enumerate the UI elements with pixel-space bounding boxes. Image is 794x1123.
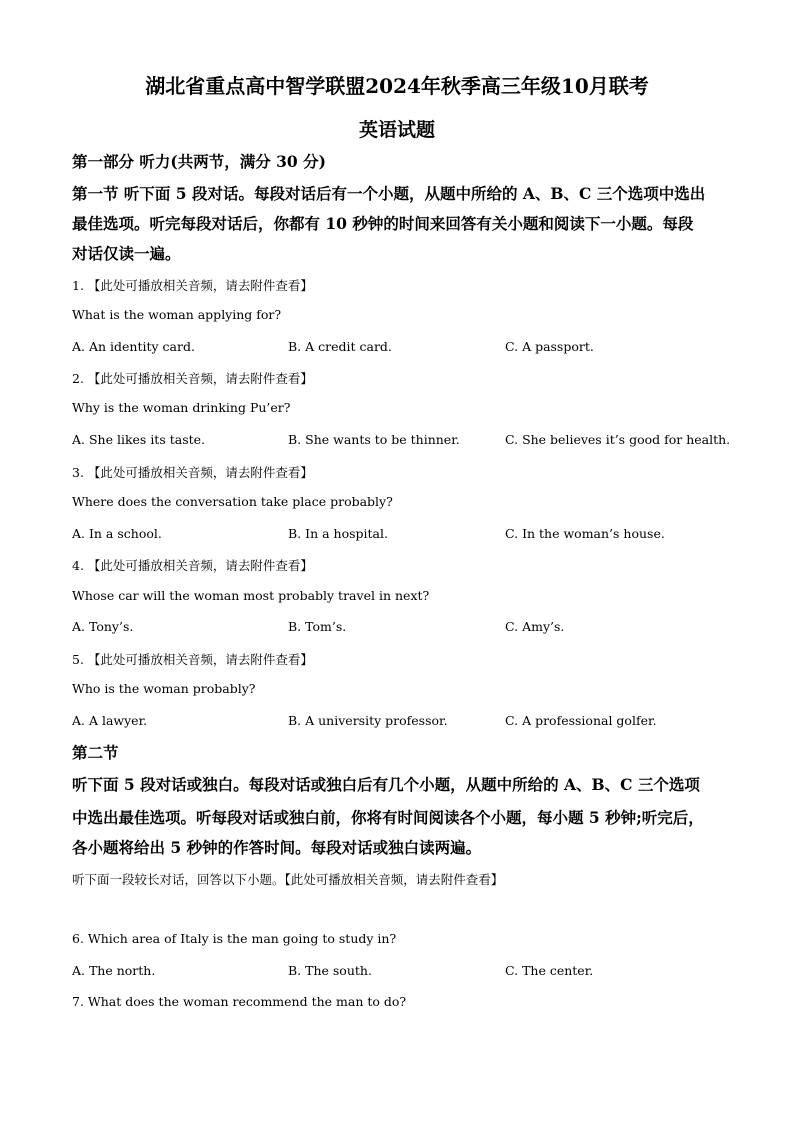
q5-option-c: C. A professional golfer. bbox=[505, 713, 657, 728]
q3-option-a: A. In a school. bbox=[72, 526, 162, 541]
exam-title: 湖北省重点高中智学联盟2024年秋季高三年级10月联考 bbox=[145, 74, 649, 98]
q4-option-b: B. Tom’s. bbox=[288, 619, 347, 634]
exam-subject: 英语试题 bbox=[358, 119, 435, 141]
q1-option-c: C. A passport. bbox=[505, 339, 594, 354]
q1-option-b: B. A credit card. bbox=[288, 339, 392, 354]
section2-instruction-line-1: 听下面 5 段对话或独白。每段对话或独白后有几个小题，从题中所给的 A、B、C 三个选项 bbox=[72, 775, 700, 794]
q2-option-c: C. She believes it’s good for health. bbox=[505, 432, 731, 447]
q2-question: Why is the woman drinking Pu’er? bbox=[72, 400, 291, 415]
q5-option-b: B. A university professor. bbox=[288, 713, 448, 728]
q2-audio: 2. 【此处可播放相关音频，请去附件查看】 bbox=[72, 371, 313, 386]
section2-audio-line: 听下面一段较长对话，回答以下小题。【此处可播放相关音频，请去附件查看】 bbox=[72, 872, 504, 887]
q4-audio: 4. 【此处可播放相关音频，请去附件查看】 bbox=[72, 558, 313, 573]
q7-question: 7. What does the woman recommend the man to do? bbox=[72, 994, 407, 1009]
q1-option-a: A. An identity card. bbox=[72, 339, 195, 354]
section2-instruction-line-3: 各小题将给出 5 秒钟的作答时间。每段对话或独白读两遍。 bbox=[72, 838, 482, 857]
section2-instruction-line-2: 中选出最佳选项。听每段对话或独白前，你将有时间阅读各个小题，每小题 5 秒钟;听完后， bbox=[72, 808, 704, 827]
q1-audio: 1. 【此处可播放相关音频，请去附件查看】 bbox=[72, 278, 313, 293]
section1-instruction-line-3: 对话仅读一遍。 bbox=[72, 244, 181, 263]
q2-option-b: B. She wants to be thinner. bbox=[288, 432, 460, 447]
section2-heading: 第二节 bbox=[72, 743, 119, 762]
q3-audio: 3. 【此处可播放相关音频，请去附件查看】 bbox=[72, 465, 313, 480]
q4-question: Whose car will the woman most probably travel in next? bbox=[72, 588, 430, 603]
q2-option-a: A. She likes its taste. bbox=[72, 432, 206, 447]
q3-question: Where does the conversation take place probably? bbox=[72, 494, 393, 509]
q4-option-a: A. Tony’s. bbox=[72, 619, 134, 634]
q5-audio: 5. 【此处可播放相关音频，请去附件查看】 bbox=[72, 652, 313, 667]
q3-option-b: B. In a hospital. bbox=[288, 526, 388, 541]
q3-option-c: C. In the woman’s house. bbox=[505, 526, 665, 541]
q5-option-a: A. A lawyer. bbox=[72, 713, 148, 728]
section1-instruction-line-1: 第一节 听下面 5 段对话。每段对话后有一个小题，从题中所给的 A、B、C 三个选项中选出 bbox=[72, 184, 706, 203]
section1-instruction-line-2: 最佳选项。听完每段对话后，你都有 10 秒钟的时间来回答有关小题和阅读下一小题。每段 bbox=[72, 214, 694, 233]
q6-option-a: A. The north. bbox=[72, 963, 156, 978]
q4-option-c: C. Amy’s. bbox=[505, 619, 565, 634]
q1-question: What is the woman applying for? bbox=[72, 307, 282, 322]
q6-option-b: B. The south. bbox=[288, 963, 372, 978]
q6-question: 6. Which area of Italy is the man going to study in? bbox=[72, 931, 397, 946]
part1-heading: 第一部分 听力(共两节，满分 30 分) bbox=[72, 152, 326, 171]
q6-option-c: C. The center. bbox=[505, 963, 594, 978]
q5-question: Who is the woman probably? bbox=[72, 681, 256, 696]
